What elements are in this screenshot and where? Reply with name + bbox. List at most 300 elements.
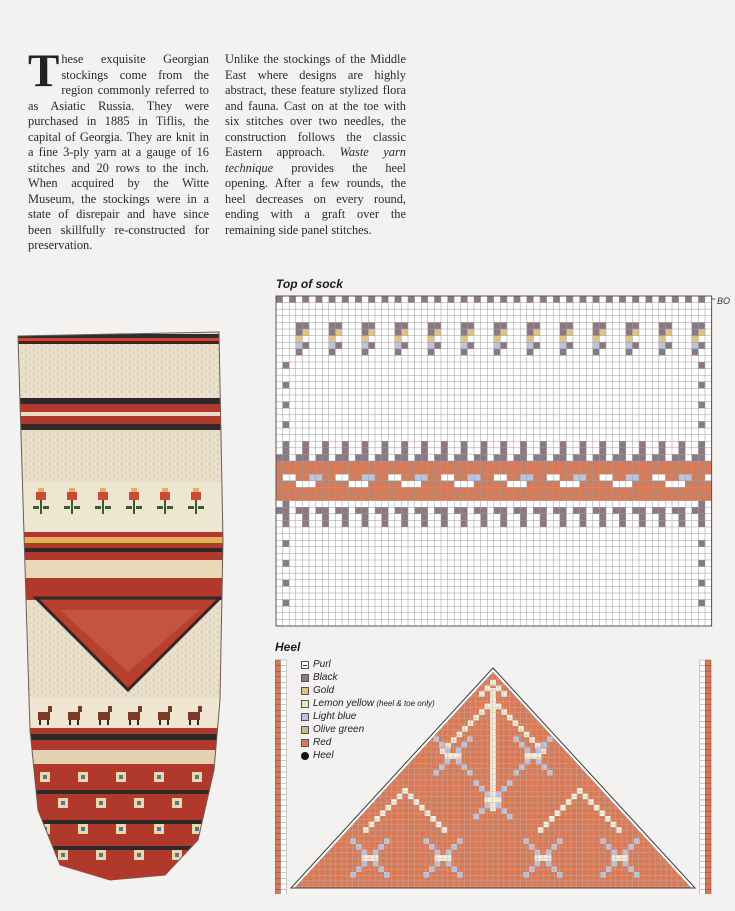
chart-cell [356, 844, 362, 850]
chart-cell [448, 494, 455, 501]
chart-cell [350, 838, 356, 844]
chart-cell [698, 461, 705, 468]
chart-cell [395, 296, 402, 303]
chart-cell [500, 474, 507, 481]
chart-cell [679, 481, 686, 488]
chart-cell [494, 474, 501, 481]
chart-cell [705, 884, 711, 890]
chart-cell [672, 461, 679, 468]
chart-cell [566, 322, 573, 329]
chart-cell [275, 778, 281, 784]
chart-cell [599, 329, 606, 336]
chart-cell [283, 441, 290, 448]
chart-cell [461, 764, 467, 770]
chart-cell [599, 494, 606, 501]
chart-cell [533, 481, 540, 488]
chart-cell [457, 732, 463, 738]
chart-cell [520, 514, 527, 521]
chart-cell [329, 461, 336, 468]
flower-stem [164, 500, 166, 514]
chart-cell [429, 844, 435, 850]
chart-cell [514, 474, 521, 481]
animal-leg [99, 720, 101, 725]
chart-cell [540, 494, 547, 501]
chart-cell [700, 699, 706, 705]
chart-cell [375, 474, 382, 481]
article-text-2-italic: Waste yarn technique [225, 145, 407, 175]
chart-cell [368, 461, 375, 468]
chart-cell [685, 487, 692, 494]
chart-cell [652, 487, 659, 494]
chart-cell [665, 322, 672, 329]
chart-cell [659, 481, 666, 488]
chart-cell [619, 461, 626, 468]
chart-cell [700, 738, 706, 744]
chart-cell [494, 481, 501, 488]
chart-cell [700, 811, 706, 817]
toe-star [134, 798, 144, 808]
chart-cell [700, 834, 706, 840]
chart-cell [467, 461, 474, 468]
chart-cell [540, 461, 547, 468]
chart-cell [462, 726, 468, 732]
legend-label: Lemon yellow [313, 698, 375, 709]
chart-cell [613, 487, 620, 494]
chart-cell [540, 296, 547, 303]
chart-cell [698, 481, 705, 488]
chart-cell [600, 872, 606, 878]
toe-star [40, 772, 50, 782]
chart-cell [479, 808, 485, 814]
chart-cell [692, 487, 699, 494]
chart-cell [322, 494, 329, 501]
chart-cell [362, 861, 368, 867]
chart-cell [520, 441, 527, 448]
chart-cell [275, 666, 281, 672]
chart-cell [547, 770, 553, 776]
chart-cell [451, 866, 457, 872]
chart-cell [541, 742, 547, 748]
chart-cell [415, 481, 422, 488]
chart-cell [700, 722, 706, 728]
animal-leg [77, 720, 79, 725]
chart-cell [606, 474, 613, 481]
chart-cell [566, 487, 573, 494]
chart-cell [362, 441, 369, 448]
chart-cell [289, 468, 296, 475]
chart-cell [276, 461, 283, 468]
chart-cell [634, 872, 640, 878]
chart-cell [362, 474, 369, 481]
chart-cell [461, 474, 468, 481]
chart-cell [481, 520, 488, 527]
chart-cell [378, 844, 384, 850]
animal-leg [107, 720, 109, 725]
chart-cell [679, 448, 686, 455]
chart-cell [281, 710, 287, 716]
chart-cell [560, 514, 567, 521]
chart-cell [446, 850, 452, 856]
chart-cell [316, 454, 323, 461]
chart-cell [652, 468, 659, 475]
chart-cell [421, 468, 428, 475]
chart-cell [428, 342, 435, 349]
chart-cell [547, 481, 554, 488]
chart-cell [485, 792, 491, 798]
chart-cell [700, 850, 706, 856]
chart-cell [375, 494, 382, 501]
animal-leg [137, 720, 139, 725]
animal-leg [129, 720, 131, 725]
chart-cell [281, 811, 287, 817]
chart-cell [428, 349, 435, 356]
chart-cell [692, 336, 699, 343]
chart-cell [302, 520, 309, 527]
chart-cell [428, 468, 435, 475]
chart-cell [281, 699, 287, 705]
toe-star [116, 824, 126, 834]
chart-cell [566, 468, 573, 475]
flower-top [38, 488, 44, 492]
flower-stem [40, 500, 42, 514]
chart-cell [626, 481, 633, 488]
chart-cell [500, 448, 507, 455]
chart-cell [283, 580, 290, 587]
chart-cell [698, 454, 705, 461]
chart-cell [665, 494, 672, 501]
chart-cell [316, 507, 323, 514]
chart-cell [401, 474, 408, 481]
chart-cell [605, 816, 611, 822]
chart-cell [329, 296, 336, 303]
chart-cell [281, 783, 287, 789]
chart-cell [275, 772, 281, 778]
chart-cell [481, 454, 488, 461]
flower-motif [191, 492, 201, 500]
chart-cell [355, 494, 362, 501]
chart-cell [302, 494, 309, 501]
flower-leaf [188, 506, 194, 509]
chart-cell [368, 342, 375, 349]
chart-cell [281, 850, 287, 856]
chart-cell [362, 454, 369, 461]
chart-cell [700, 778, 706, 784]
chart-cell [434, 481, 441, 488]
chart-cell [659, 441, 666, 448]
chart-cell [481, 481, 488, 488]
chart-cell [705, 738, 711, 744]
chart-cell [566, 474, 573, 481]
chart-cell [275, 733, 281, 739]
chart-cell [435, 855, 452, 861]
toe-star-center [81, 827, 85, 831]
chart-cell [698, 487, 705, 494]
chart-cell [665, 474, 672, 481]
chart-cell [500, 507, 507, 514]
chart-cell [700, 660, 706, 666]
chart-cell [461, 322, 468, 329]
chart-cell [580, 487, 587, 494]
chart-cell [705, 660, 711, 666]
chart-cell [355, 454, 362, 461]
chart-cell [283, 600, 290, 607]
chart-cell [362, 850, 368, 856]
chart-cell [401, 507, 408, 514]
chart-cell [659, 514, 666, 521]
chart-cell [507, 487, 514, 494]
chart-cell [440, 748, 446, 754]
chart-cell [275, 744, 281, 750]
chart-cell [275, 817, 281, 823]
chart-cell [553, 487, 560, 494]
chart-cell [600, 838, 606, 844]
chart-cell [467, 494, 474, 501]
chart-cell [679, 494, 686, 501]
chart-cell [705, 867, 711, 873]
chart-cell [698, 402, 705, 409]
chart-cell [456, 748, 462, 754]
chart-cell [467, 736, 473, 742]
chart-cell [613, 507, 620, 514]
chart-cell [500, 481, 507, 488]
chart-cell [275, 794, 281, 800]
chart-cell [275, 828, 281, 834]
chart-cell [514, 454, 521, 461]
chart-cell [275, 783, 281, 789]
chart-cell [461, 336, 468, 343]
chart-cell [672, 507, 679, 514]
chart-cell [692, 322, 699, 329]
chart-cell [349, 474, 356, 481]
chart-cell [275, 890, 281, 894]
flower-stem [195, 500, 197, 514]
chart-cell [705, 487, 712, 494]
chart-cell [583, 794, 589, 800]
toe-star-center [195, 827, 199, 831]
chart-cell [659, 322, 666, 329]
chart-cell [619, 514, 626, 521]
chart-cell [540, 454, 547, 461]
chart-cell [494, 454, 501, 461]
chart-cell [665, 468, 672, 475]
chart-cell [283, 382, 290, 389]
chart-cell [281, 694, 287, 700]
chart-cell [289, 474, 296, 481]
toe-star-center [99, 853, 103, 857]
chart-cell [461, 448, 468, 455]
chart-cell [382, 507, 389, 514]
chart-cell [626, 461, 633, 468]
color-legend [301, 658, 435, 762]
chart-cell [454, 468, 461, 475]
flower-leaf [74, 506, 80, 509]
chart-cell [500, 342, 507, 349]
chart-cell [599, 322, 606, 329]
chart-cell [490, 716, 496, 722]
chart-cell [507, 461, 514, 468]
chart-cell [467, 468, 474, 475]
chart-cell [322, 481, 329, 488]
chart-cell [316, 468, 323, 475]
chart-cell [705, 839, 711, 845]
chart-cell [461, 296, 468, 303]
chart-cell [275, 755, 281, 761]
flower-leaf [136, 506, 142, 509]
chart-cell [619, 494, 626, 501]
chart-cell [362, 855, 379, 861]
chart-cell [373, 850, 379, 856]
chart-cell [599, 342, 606, 349]
chart-cell [335, 507, 342, 514]
chart-cell [705, 778, 711, 784]
chart-cell [540, 448, 547, 455]
chart-cell [573, 507, 580, 514]
chart-cell [700, 890, 706, 894]
chart-cell [619, 454, 626, 461]
legend-item [301, 723, 435, 736]
chart-cell [490, 761, 496, 767]
chart-cell [541, 748, 547, 754]
chart-cell [434, 322, 441, 329]
chart-cell [382, 520, 389, 527]
chart-cell [533, 454, 540, 461]
animal-head [198, 706, 202, 712]
chart-cell [514, 494, 521, 501]
chart-cell [566, 329, 573, 336]
chart-cell [616, 827, 622, 833]
chart-cell [289, 461, 296, 468]
chart-cell [355, 296, 362, 303]
chart-cell [281, 867, 287, 873]
chart-cell [553, 468, 560, 475]
flower-leaf [33, 506, 39, 509]
chart-cell [382, 448, 389, 455]
chart-cell [362, 322, 369, 329]
chart-cell [448, 474, 455, 481]
chart-cell [461, 329, 468, 336]
chart-cell [679, 520, 686, 527]
chart-cell [639, 481, 646, 488]
chart-cell [474, 296, 481, 303]
chart-cell [281, 890, 287, 894]
chart-cell [613, 494, 620, 501]
chart-cell [296, 454, 303, 461]
chart-cell [275, 660, 281, 666]
chart-cell [335, 487, 342, 494]
chart-cell [401, 329, 408, 336]
chart-cell [395, 507, 402, 514]
chart-cell [283, 520, 290, 527]
chart-cell [538, 827, 544, 833]
chart-cell [685, 296, 692, 303]
chart-cell [441, 494, 448, 501]
chart-cell [639, 507, 646, 514]
chart-cell [362, 329, 369, 336]
chart-cell [378, 866, 384, 872]
chart-cell [619, 474, 626, 481]
chart-cell [626, 322, 633, 329]
chart-cell [362, 448, 369, 455]
chart-cell [349, 481, 356, 488]
chart-cell [388, 461, 395, 468]
chart-cell [700, 783, 706, 789]
chart-cell [473, 715, 479, 721]
chart-cell [434, 461, 441, 468]
animal-motif [188, 712, 200, 720]
chart-cell [461, 507, 468, 514]
chart-cell [428, 336, 435, 343]
chart-cell [362, 461, 369, 468]
chart-cell [342, 474, 349, 481]
chart-cell [474, 481, 481, 488]
chart-cell [296, 329, 303, 336]
chart-cell [612, 855, 629, 861]
chart-cell [329, 336, 336, 343]
chart-cell [566, 799, 572, 805]
chart-cell [395, 342, 402, 349]
flower-leaf [167, 506, 173, 509]
chart-cell [275, 856, 281, 862]
chart-cell [599, 474, 606, 481]
chart-cell [525, 759, 531, 765]
animal-leg [167, 720, 169, 725]
chart-cell [500, 441, 507, 448]
chart-cell [329, 474, 336, 481]
chart-cell [500, 514, 507, 521]
chart-cell [302, 474, 309, 481]
chart-cell [698, 507, 705, 514]
toe-star-center [137, 853, 141, 857]
chart-cell [322, 507, 329, 514]
chart-cell [275, 722, 281, 728]
toe-star-center [99, 801, 103, 805]
chart-cell [700, 839, 706, 845]
chart-cell [705, 744, 711, 750]
chart-cell [496, 704, 502, 710]
toe-star [210, 798, 220, 808]
chart-cell [600, 810, 606, 816]
heel-label: Heel [275, 640, 301, 654]
chart-cell [322, 468, 329, 475]
chart-cell [560, 349, 567, 356]
chart-cell [415, 468, 422, 475]
flower-top [193, 488, 199, 492]
chart-cell [461, 481, 468, 488]
chart-cell [593, 507, 600, 514]
chart-cell [349, 461, 356, 468]
chart-cell [421, 454, 428, 461]
chart-cell [283, 402, 290, 409]
chart-cell [441, 514, 448, 521]
legend-label: Heel [313, 750, 334, 761]
chart-cell [612, 850, 618, 856]
chart-cell [507, 468, 514, 475]
chart-cell [441, 481, 448, 488]
chart-cell [705, 699, 711, 705]
chart-cell [296, 322, 303, 329]
chart-cell [349, 494, 356, 501]
chart-cell [685, 468, 692, 475]
chart-cell [275, 716, 281, 722]
chart-cell [494, 336, 501, 343]
color-swatch-icon [301, 726, 309, 734]
chart-cell [520, 468, 527, 475]
chart-cell [652, 507, 659, 514]
chart-cell [692, 481, 699, 488]
chart-cell [283, 487, 290, 494]
chart-cell [302, 468, 309, 475]
chart-cell [500, 520, 507, 527]
